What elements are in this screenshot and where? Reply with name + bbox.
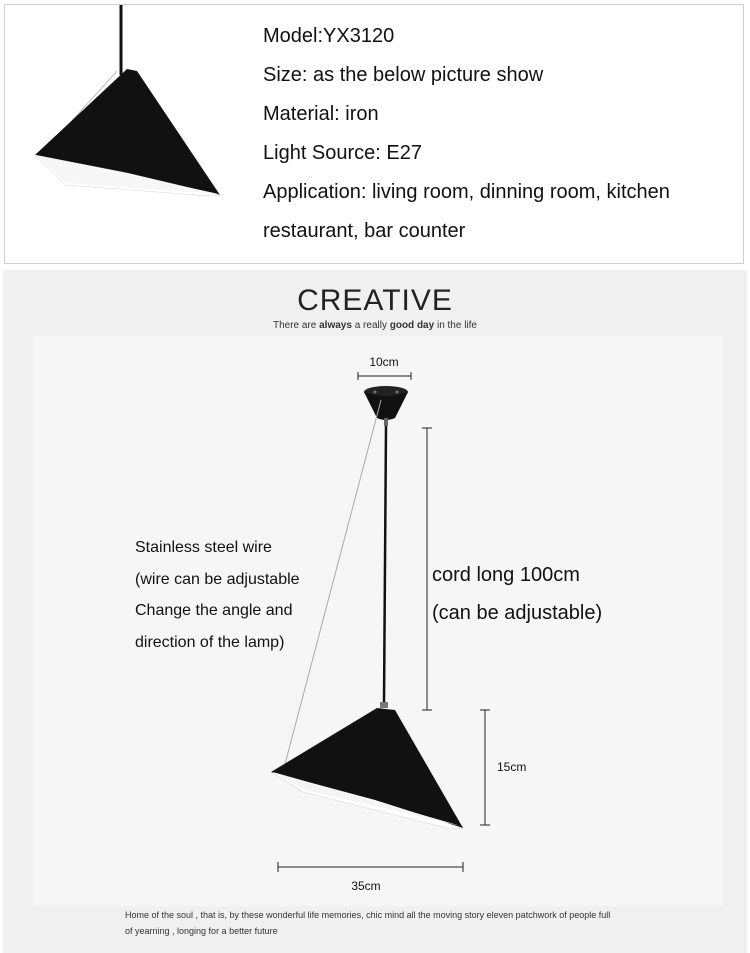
spec-size: Size: as the below picture show (263, 64, 544, 86)
shade-width-dimension (278, 862, 463, 893)
cord-note (432, 556, 602, 632)
lamp-thumbnail-image (5, 5, 235, 205)
tagline-good: good day (389, 320, 435, 331)
spec-model: Model:YX3120 (263, 25, 395, 47)
power-cord-line (384, 426, 386, 702)
tagline-always: always (319, 320, 352, 331)
tagline-post: in the life (434, 320, 477, 331)
footer-line: Home of the soul , that is, by these wonderful life memories, chic mind all the moving story eleven patchwork of people full (125, 910, 611, 920)
cord-note-line: (can be adjustable) (432, 602, 603, 624)
cord-length-dimension (422, 428, 432, 710)
dimension-panel (3, 270, 747, 953)
canopy-width-label: 10cm (369, 355, 399, 369)
spec-panel (4, 4, 744, 264)
shade-height-dimension (480, 710, 526, 825)
wire-note-line: (wire can be adjustable (135, 570, 300, 588)
wire-note (135, 532, 300, 658)
wire-note-line: Stainless steel wire (135, 539, 272, 556)
wire-note-line: direction of the lamp) (135, 633, 285, 651)
spec-light-source: Light Source: E27 (263, 142, 422, 164)
spec-list (263, 17, 670, 251)
canopy-width-dimension (358, 355, 411, 380)
shade-height-label: 15cm (497, 760, 527, 774)
wire-note-line: Change the angle and (135, 602, 293, 619)
spec-application: Application: living room, dinning room, kitchen (263, 181, 670, 203)
shade-width-label: 35cm (351, 879, 381, 893)
lamp-dimension-diagram (3, 270, 747, 953)
tagline-pre: There are (272, 320, 320, 331)
cord-note-line: cord long 100cm (432, 564, 580, 586)
ceiling-canopy-image (364, 386, 408, 426)
footer-line: of yearning , longing for a better future (125, 926, 278, 936)
spec-material: Material: iron (263, 103, 379, 125)
tagline-mid: a really (351, 320, 390, 331)
lamp-shade-image (271, 702, 463, 829)
brand-title: CREATIVE (297, 284, 453, 317)
footer-note (125, 907, 685, 939)
spec-application-cont: restaurant, bar counter (263, 220, 466, 242)
